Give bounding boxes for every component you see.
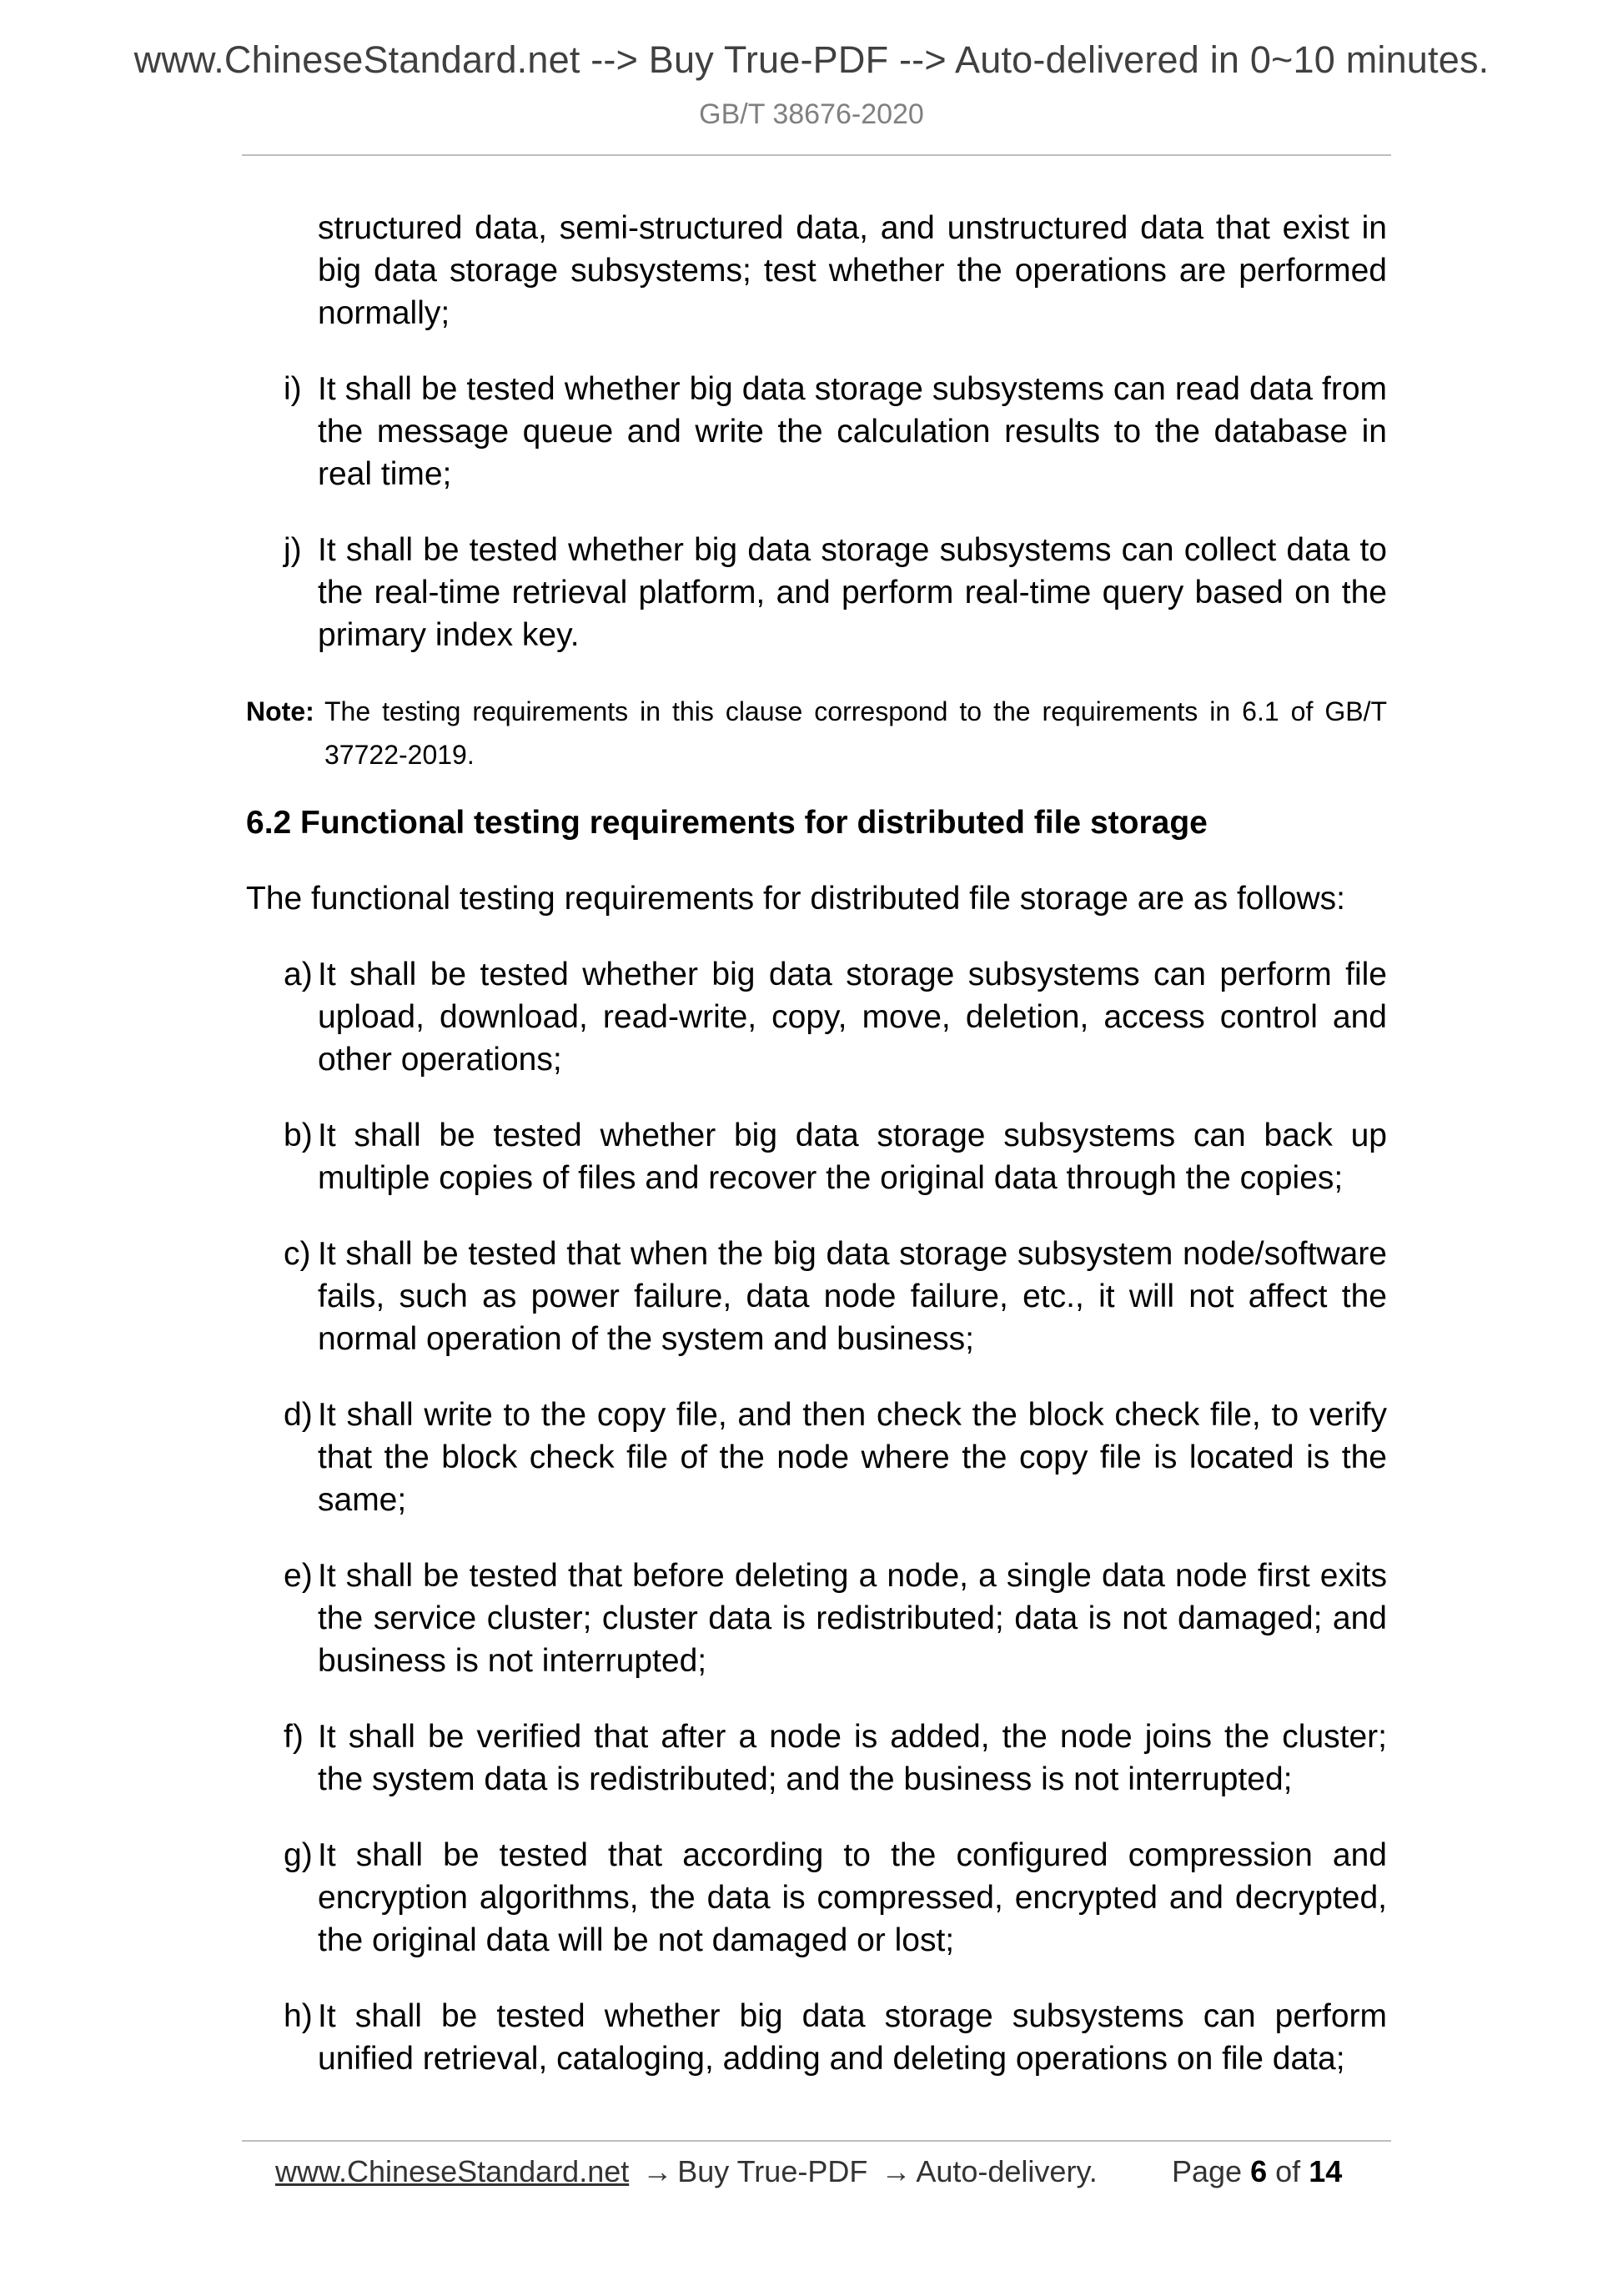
list-item-text: It shall write to the copy file, and then check the block check file, to verify that the block check file of the node where the copy file is located is the same; [318, 1397, 1387, 1518]
note-label: Note: [246, 696, 314, 726]
list-item-g [246, 1834, 1387, 1962]
note-text: The testing requirements in this clause correspond to the requirements in 6.1 of GB/T 37722-2019. [324, 696, 1387, 770]
of-label: of [1275, 2154, 1301, 2188]
note [246, 690, 1387, 776]
list-item-text: It shall be tested whether big data storage subsystems can perform file upload, download, read-write, copy, move, deletion, access control and other operations; [318, 957, 1387, 1078]
arrow-right-icon: → [881, 2154, 912, 2188]
footer-buy-text: Buy True-PDF [677, 2154, 868, 2188]
list-item-marker: h) [284, 1998, 313, 2034]
total-pages: 14 [1309, 2154, 1343, 2188]
document-code: GB/T 38676-2020 [699, 98, 924, 130]
section-intro: The functional testing requirements for distributed file storage are as follows: [246, 881, 1346, 917]
footer-delivery-text: Auto-delivery. [916, 2154, 1098, 2188]
list-item-d [246, 1394, 1387, 1521]
list-item-marker: f) [284, 1719, 304, 1755]
list-item-text: It shall be tested whether big data storage subsystems can collect data to the real-time retrieval platform, and perform real-time query based on the primary index key. [318, 532, 1387, 653]
header-divider [242, 154, 1391, 156]
list-item-marker: c) [284, 1236, 311, 1272]
list-item-text: It shall be tested that before deleting a node, a single data node first exits the service cluster; cluster data is redistributed; data is not damaged; and business is not interrupted; [318, 1558, 1387, 1679]
list-item-e [246, 1555, 1387, 1682]
list-item-text: It shall be tested that when the big data storage subsystem node/software fails, such as power failure, data node failure, etc., it will not affect the normal operation of the system and business; [318, 1236, 1387, 1357]
list-item-f [246, 1716, 1387, 1801]
page-number: 6 [1250, 2154, 1268, 2188]
top-banner: www.ChineseStandard.net --> Buy True-PDF --> Auto-delivered in 0~10 minutes. [133, 38, 1490, 81]
page-label: Page [1172, 2154, 1243, 2188]
list-item-marker: a) [284, 957, 313, 992]
arrow-right-icon: → [642, 2154, 673, 2188]
list-item-marker: d) [284, 1397, 313, 1433]
list-item-a [246, 953, 1387, 1081]
section-heading: 6.2 Functional testing requirements for distributed file storage [246, 805, 1208, 841]
list-item-marker: j) [284, 532, 302, 568]
footer-site-link[interactable]: www.ChineseStandard.net [275, 2154, 630, 2188]
list-item-j [246, 529, 1387, 656]
footer-divider [242, 2140, 1391, 2142]
list-item-text: It shall be tested whether big data storage subsystems can perform unified retrieval, cataloging, adding and deleting operations on file data; [318, 1998, 1387, 2077]
list-item-text: structured data, semi-structured data, and unstructured data that exist in big data storage subsystems; test whether the operations are performed normally; [318, 210, 1387, 331]
list-item-text: It shall be tested that according to the configured compression and encryption algorithms, the data is compressed, encrypted and decrypted, the original data will be not damaged or lost; [318, 1837, 1387, 1958]
page-indicator [1172, 2154, 1342, 2189]
list-item-i [246, 368, 1387, 495]
list-item-continuation [246, 207, 1387, 334]
list-item-marker: e) [284, 1558, 313, 1594]
list-item-b [246, 1114, 1387, 1199]
footer-promo [275, 2154, 1098, 2189]
list-item-c [246, 1233, 1387, 1360]
list-item-marker: g) [284, 1837, 313, 1873]
list-item-marker: b) [284, 1118, 313, 1153]
list-item-text: It shall be verified that after a node is added, the node joins the cluster; the system data is redistributed; and the business is not interrupted; [318, 1719, 1387, 1797]
list-item-text: It shall be tested whether big data storage subsystems can read data from the message queue and write the calculation results to the database in real time; [318, 371, 1387, 492]
list-item-h [246, 1995, 1387, 2080]
document-body [246, 207, 1387, 2113]
list-item-marker: i) [284, 371, 302, 407]
list-item-text: It shall be tested whether big data storage subsystems can back up multiple copies of files and recover the original data through the copies; [318, 1118, 1387, 1196]
